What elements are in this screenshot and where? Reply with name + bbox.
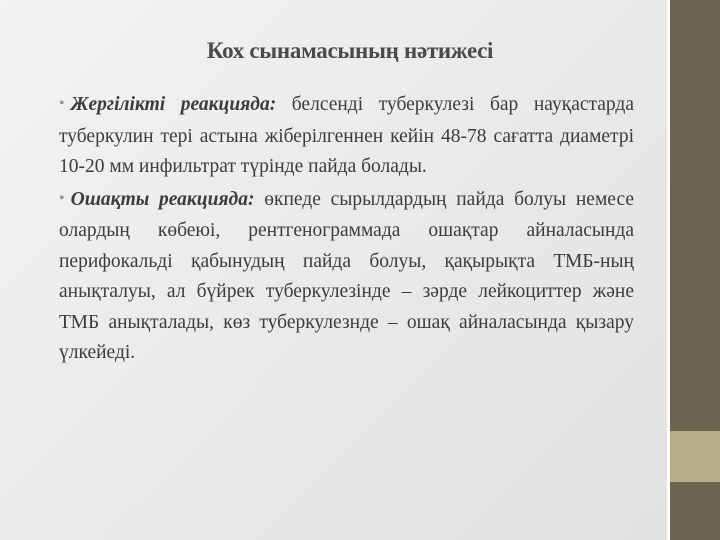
term-local-reaction: Жергілікті реакцияда:: [70, 94, 277, 115]
side-bar-dark: [670, 0, 720, 431]
term-focal-reaction: Ошақты реакцияда:: [70, 188, 255, 210]
slide-title: Кох сынамасының нәтижесі: [206, 38, 494, 63]
text-local-reaction: белсенді туберкулезі бар науқастарда туберкулин тері астына жіберілгеннен кейін 48-78 сағатта диаметрі 10-20 мм инфильтрат түрінде пайда болады.: [59, 94, 634, 177]
slide-content: [59, 90, 634, 371]
bullet-item-local-reaction: [59, 90, 634, 183]
text-focal-reaction: өкпеде сырылдардың пайда болуы немесе олардың көбеюі, рентгенограммада ошақтар айналасында перифокальді қабынудың пайда болуы, қақырықта ТМБ-ның анықталуы, ал бүйрек туберкулезінде – зәрде лейкоциттер және ТМБ анықталады, көз туберкулезнде – ошақ айналасында қызару үлкейеді.: [59, 188, 634, 363]
side-bar-accent: [670, 431, 720, 482]
bullet-item-focal-reaction: [59, 185, 634, 369]
side-bar-bottom: [670, 482, 720, 540]
bullet-icon: •: [59, 189, 65, 207]
bullet-icon: •: [59, 95, 65, 112]
